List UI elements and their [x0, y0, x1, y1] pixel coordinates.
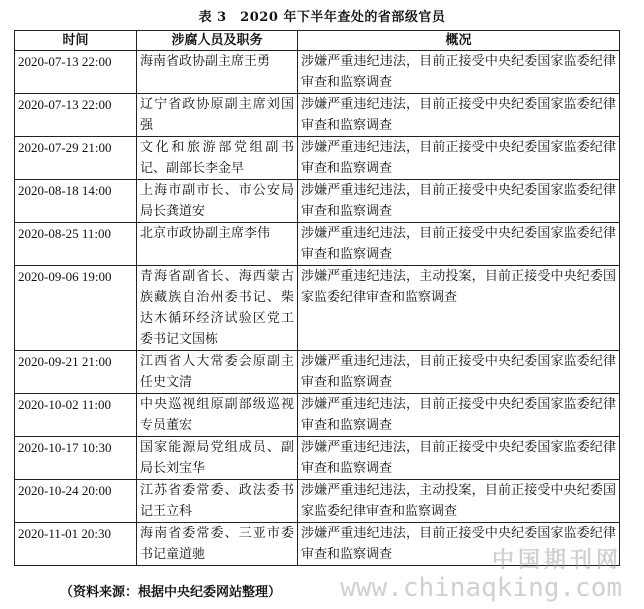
cell-person: 上海市副市长、市公安局局长龚道安 — [137, 180, 298, 223]
cell-person: 江苏省委常委、政法委书记王立科 — [137, 480, 298, 523]
cell-time: 2020-10-24 20:00 — [15, 480, 137, 523]
cell-detail: 涉嫌严重违纪违法，目前正接受中央纪委国家监委纪律审查和监察调查 — [298, 51, 620, 94]
cell-person: 中央巡视组原副部级巡视专员董宏 — [137, 394, 298, 437]
source-note: （资料来源：根据中央纪委网站整理） — [60, 585, 282, 600]
table-row — [15, 480, 620, 523]
table-row — [15, 223, 620, 266]
cell-time: 2020-11-01 20:30 — [15, 523, 137, 566]
cell-person: 辽宁省政协原副主席刘国强 — [137, 94, 298, 137]
cell-detail: 涉嫌严重违纪违法，目前正接受中央纪委国家监委纪律审查和监察调查 — [298, 394, 620, 437]
officials-table — [14, 30, 620, 566]
cell-time: 2020-09-21 21:00 — [15, 351, 137, 394]
header-time: 时间 — [15, 31, 137, 51]
cell-time: 2020-07-13 22:00 — [15, 94, 137, 137]
table-row — [15, 523, 620, 566]
cell-detail: 涉嫌严重违纪违法，主动投案，目前正接受中央纪委国家监委纪律审查和监察调查 — [298, 480, 620, 523]
cell-person: 文化和旅游部党组副书记、副部长李金早 — [137, 137, 298, 180]
table-row — [15, 180, 620, 223]
table-header-row — [15, 31, 620, 51]
table-row — [15, 51, 620, 94]
cell-detail: 涉嫌严重违纪违法，目前正接受中央纪委国家监委纪律审查和监察调查 — [298, 180, 620, 223]
cell-person: 海南省政协副主席王勇 — [137, 51, 298, 94]
cell-detail: 涉嫌严重违纪违法，目前正接受中央纪委国家监委纪律审查和监察调查 — [298, 137, 620, 180]
cell-detail: 涉嫌严重违纪违法，目前正接受中央纪委国家监委纪律审查和监察调查 — [298, 94, 620, 137]
cell-detail: 涉嫌严重违纪违法，目前正接受中央纪委国家监委纪律审查和监察调查 — [298, 351, 620, 394]
header-person: 涉腐人员及职务 — [137, 31, 298, 51]
cell-time: 2020-10-02 11:00 — [15, 394, 137, 437]
table-title: 表 3 2020 年下半年查处的省部级官员 — [198, 10, 446, 25]
cell-time: 2020-09-06 19:00 — [15, 266, 137, 351]
cell-detail: 涉嫌严重违纪违法，目前正接受中央纪委国家监委纪律审查和监察调查 — [298, 223, 620, 266]
cell-person: 国家能源局党组成员、副局长刘宝华 — [137, 437, 298, 480]
cell-detail: 涉嫌严重违纪违法，主动投案，目前正接受中央纪委国家监委纪律审查和监察调查 — [298, 266, 620, 351]
cell-time: 2020-08-18 14:00 — [15, 180, 137, 223]
cell-person: 江西省人大常委会原副主任史文清 — [137, 351, 298, 394]
cell-time: 2020-07-29 21:00 — [15, 137, 137, 180]
cell-person: 海南省委常委、三亚市委书记童道驰 — [137, 523, 298, 566]
cell-time: 2020-07-13 22:00 — [15, 51, 137, 94]
cell-person: 青海省副省长、海西蒙古族藏族自治州委书记、柴达木循环经济试验区党工委书记文国栋 — [137, 266, 298, 351]
table-row — [15, 94, 620, 137]
cell-time: 2020-08-25 11:00 — [15, 223, 137, 266]
watermark-url: www.chinaqking.com — [340, 573, 622, 603]
table-row — [15, 394, 620, 437]
cell-detail: 涉嫌严重违纪违法，目前正接受中央纪委国家监委纪律审查和监察调查 — [298, 523, 620, 566]
header-detail: 概况 — [298, 31, 620, 51]
watermark-cn: 中国期刊网 — [491, 547, 622, 573]
cell-detail: 涉嫌严重违纪违法，目前正接受中央纪委国家监委纪律审查和监察调查 — [298, 437, 620, 480]
table-row — [15, 137, 620, 180]
table-row — [15, 437, 620, 480]
cell-time: 2020-10-17 10:30 — [15, 437, 137, 480]
table-row — [15, 266, 620, 351]
table-row — [15, 351, 620, 394]
cell-person: 北京市政协副主席李伟 — [137, 223, 298, 266]
